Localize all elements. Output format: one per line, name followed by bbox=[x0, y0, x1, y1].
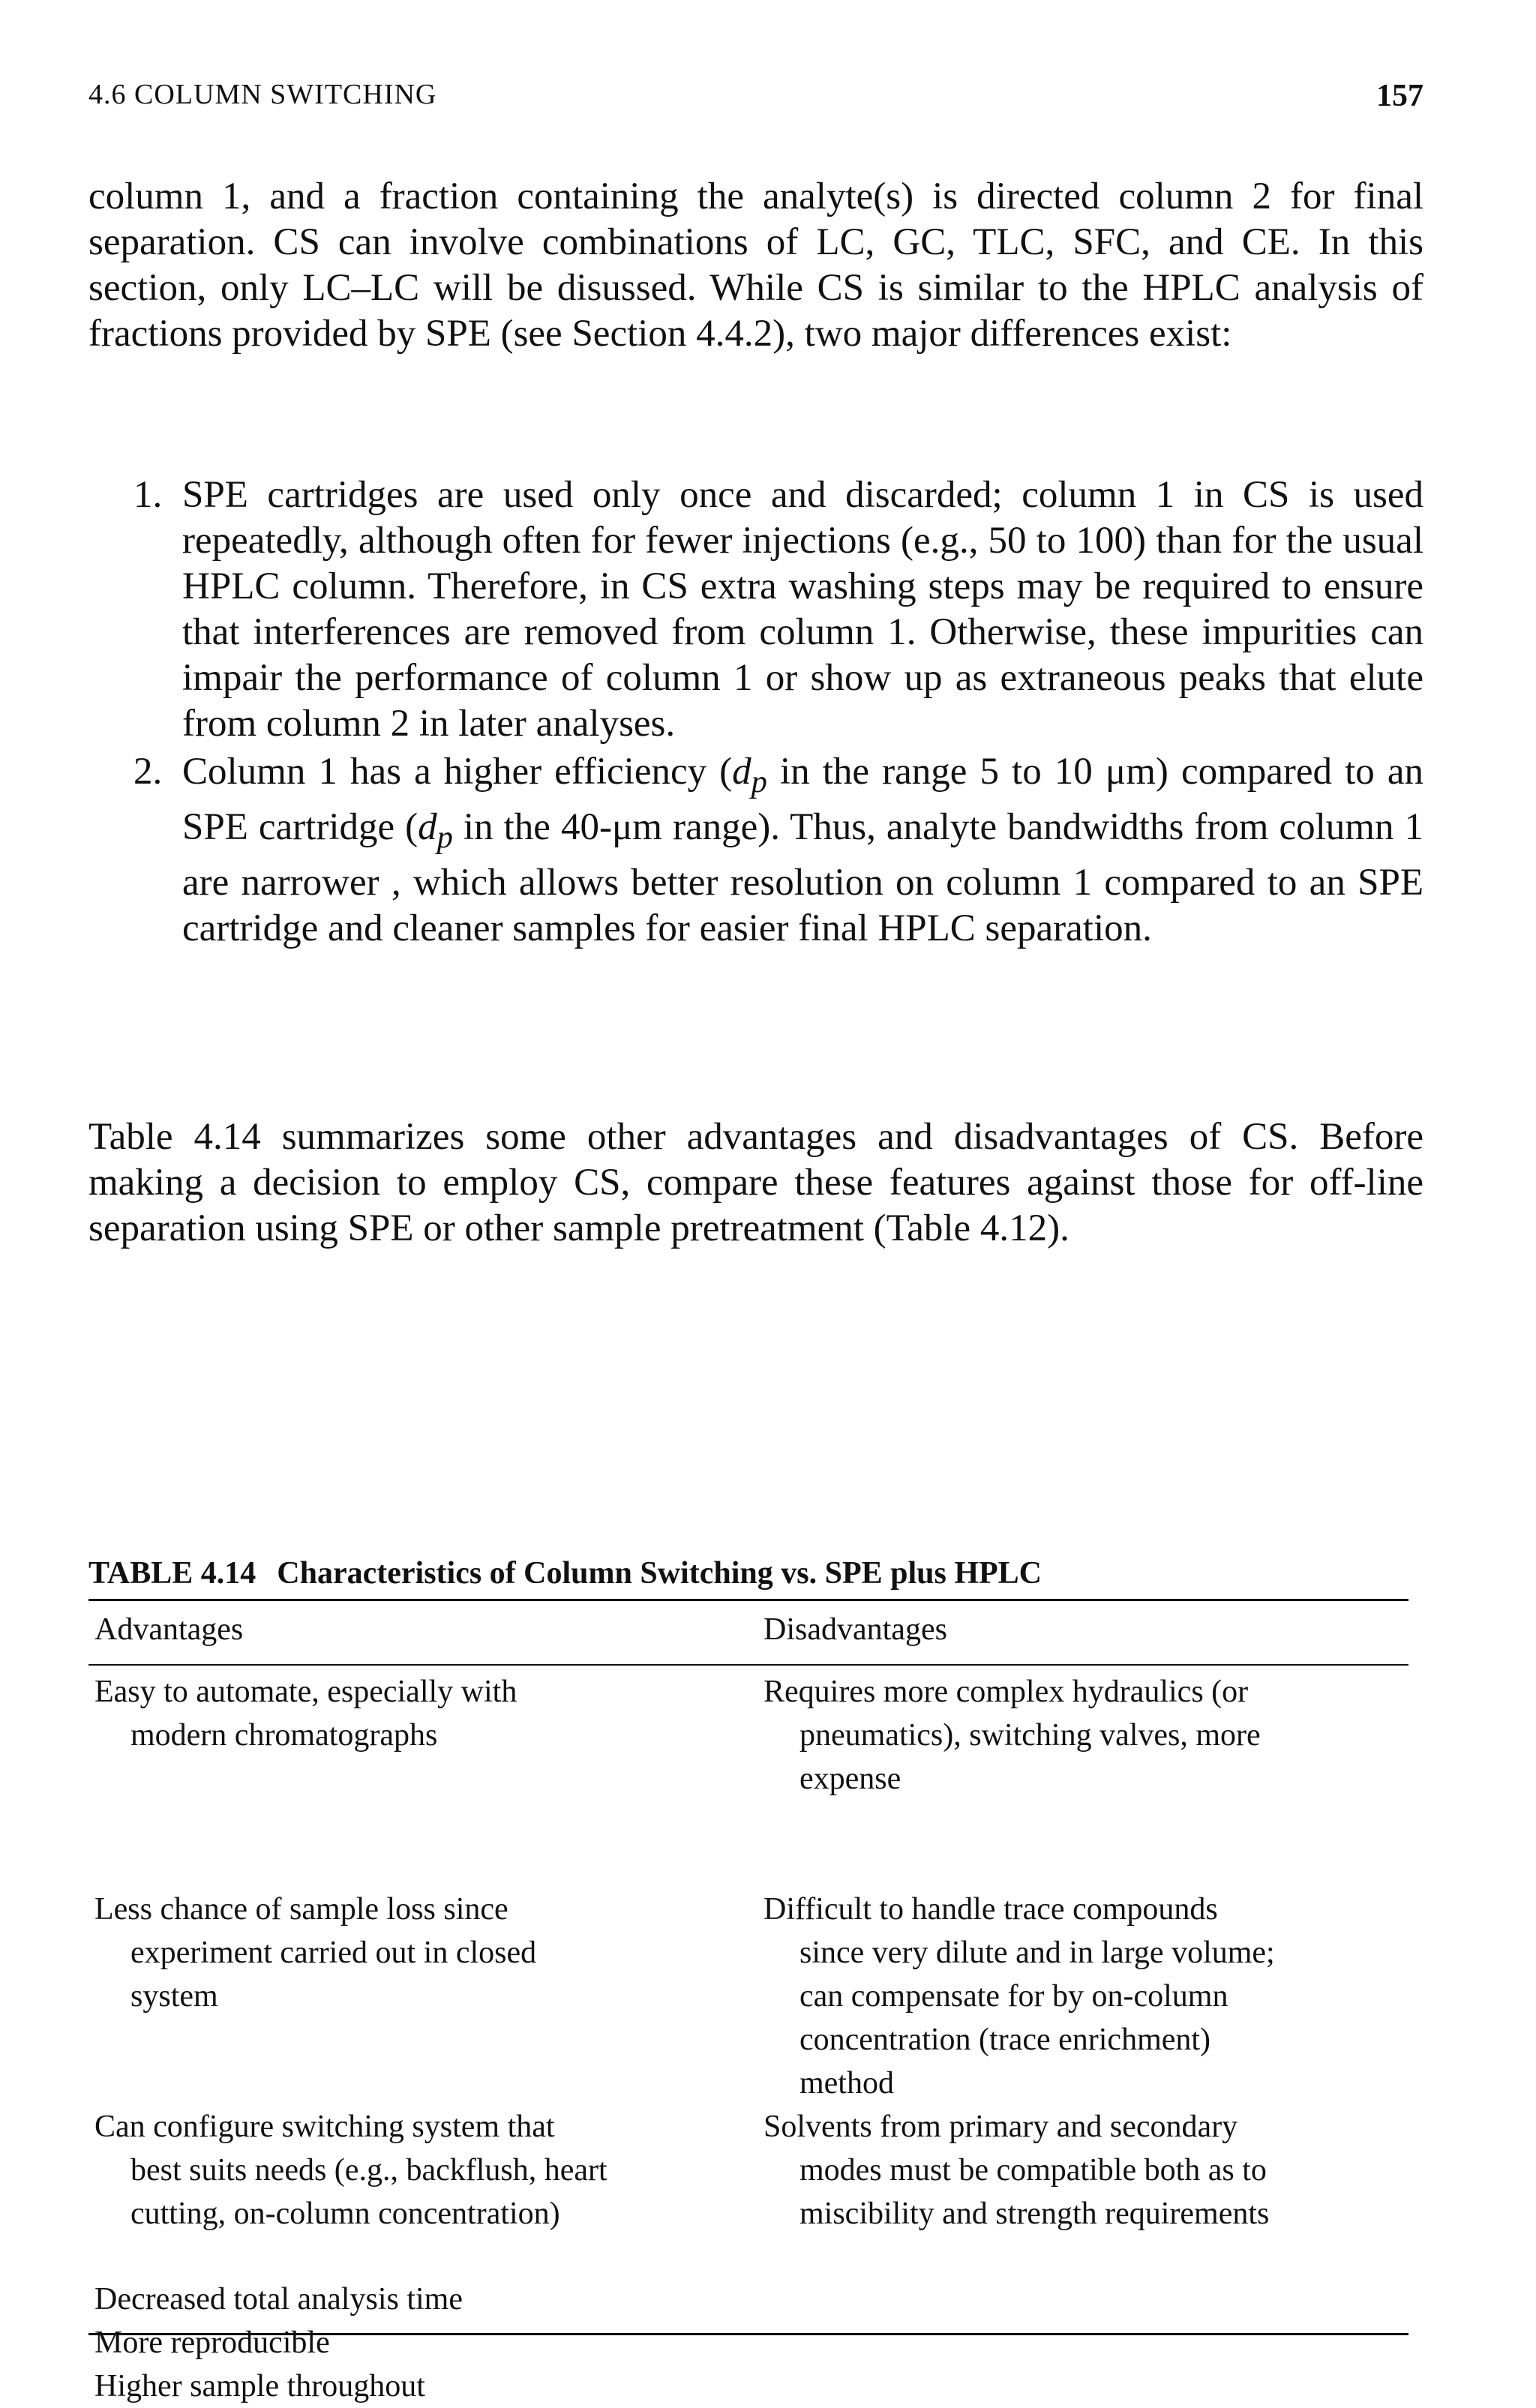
dp-sub-2: p bbox=[436, 820, 453, 856]
dp-d-2: d bbox=[418, 806, 437, 849]
disadvantage-cell bbox=[764, 1670, 1378, 1801]
table-4-14 bbox=[88, 1552, 1408, 2404]
table-caption bbox=[88, 1552, 1408, 1599]
section-title: 4.6 COLUMN SWITCHING bbox=[88, 79, 437, 110]
advantage-cell-line: system bbox=[130, 1979, 218, 2014]
disadvantage-cell-line: Requires more complex hydraulics (or bbox=[764, 1675, 1249, 1709]
disadvantage-cell-line: Difficult to handle trace compounds bbox=[764, 1892, 1218, 1927]
running-head bbox=[88, 78, 1424, 123]
advantage-cell-line: cutting, on-column concentration) bbox=[130, 2197, 560, 2231]
header-disadvantages: Disadvantages bbox=[764, 1612, 947, 1647]
disadvantage-cell-line: concentration (trace enrichment) bbox=[800, 2023, 1211, 2057]
list-text-2-part-a: Column 1 has a higher efficiency ( bbox=[182, 751, 733, 793]
table-label: TABLE 4.14 bbox=[88, 1556, 256, 1591]
dp-sub-1: p bbox=[751, 764, 767, 800]
advantage-cell-line: Can configure switching system that bbox=[94, 2110, 555, 2144]
advantage-cell-line: Higher sample throughout bbox=[94, 2369, 425, 2404]
differences-list bbox=[88, 472, 1424, 952]
list-text-2-part-b: in the range 5 to 10 μm) compared to an SPE cartridge ( bbox=[182, 751, 1424, 849]
advantage-cell-line: modern chromatographs bbox=[130, 1718, 438, 1753]
paragraph-intro-text: column 1, and a fraction containing the analyte(s) is directed column 2 for final separation. CS can involve combinations of LC, GC, TLC, SFC, and CE. In this section, only LC–LC will be disussed. While CS is similar to the HPLC analysis of fractions provided by SPE (see Section 4.4.2), two major differences exist: bbox=[88, 175, 1424, 355]
disadvantage-cell-line: can compensate for by on-column bbox=[800, 1979, 1228, 2014]
advantage-cell-line: More reproducible bbox=[94, 2326, 330, 2360]
disadvantage-cell bbox=[764, 1888, 1378, 2105]
table-title: Characteristics of Column Switching vs. SPE plus HPLC bbox=[277, 1556, 1042, 1591]
page-number: 157 bbox=[1376, 79, 1424, 113]
list-item-2 bbox=[88, 749, 1424, 952]
advantage-cell-line: Easy to automate, especially with bbox=[94, 1675, 518, 1709]
list-item-1 bbox=[88, 472, 1424, 747]
disadvantage-cell-line: since very dilute and in large volume; bbox=[800, 1936, 1275, 1970]
paragraph-intro bbox=[88, 174, 1424, 357]
list-number-2: 2. bbox=[134, 751, 163, 793]
advantage-cell bbox=[94, 2105, 710, 2236]
disadvantage-cell-line: pneumatics), switching valves, more bbox=[800, 1718, 1261, 1753]
dp-d-1: d bbox=[732, 751, 752, 793]
list-text-2 bbox=[182, 749, 1424, 952]
paragraph-table-intro bbox=[88, 1114, 1424, 1252]
advantage-cell bbox=[94, 1670, 710, 1757]
disadvantage-cell-line: Solvents from primary and secondary bbox=[764, 2110, 1238, 2144]
advantage-cell bbox=[94, 1888, 710, 2018]
disadvantage-cell-line: method bbox=[800, 2066, 894, 2101]
table-header-row bbox=[88, 1601, 1408, 1664]
dp-symbol-2 bbox=[418, 806, 453, 856]
disadvantage-cell-line: modes must be compatible both as to bbox=[800, 2153, 1267, 2188]
advantage-cell-line: Decreased total analysis time bbox=[94, 2282, 463, 2317]
list-text-2-part-c: in the 40-μm range). Thus, analyte bandwidths from column 1 are narrower , which allows better resolution on column 1 compared to an SPE cartridge and cleaner samples for easier final HPLC separation. bbox=[182, 806, 1424, 950]
disadvantage-cell-line: miscibility and strength requirements bbox=[800, 2197, 1270, 2231]
table-body bbox=[88, 1666, 1408, 2404]
disadvantage-cell-line: expense bbox=[800, 1762, 902, 1796]
advantage-cell-line: Less chance of sample loss since bbox=[94, 1892, 508, 1927]
dp-symbol-1 bbox=[732, 751, 767, 800]
paragraph-table-intro-text: Table 4.14 summarizes some other advantages and disadvantages of CS. Before making a decision to employ CS, compare these features against those for off-line separation using SPE or other sample pretreatment (Table 4.12). bbox=[88, 1116, 1424, 1249]
advantage-cell bbox=[94, 2321, 710, 2365]
advantage-cell-line: best suits needs (e.g., backflush, heart bbox=[130, 2153, 608, 2188]
advantage-cell bbox=[94, 2365, 710, 2408]
advantage-cell-line: experiment carried out in closed bbox=[130, 1936, 537, 1970]
list-number-1: 1. bbox=[134, 474, 163, 516]
list-text-1: SPE cartridges are used only once and discarded; column 1 in CS is used repeatedly, although often for fewer injections (e.g., 50 to 100) than for the usual HPLC column. Therefore, in CS extra washing steps may be required to ensure that interferences are removed from column 1. Otherwise, these impurities can impair the performance of column 1 or show up as extraneous peaks that elute from column 2 in later analyses. bbox=[182, 474, 1424, 745]
header-advantages: Advantages bbox=[94, 1612, 244, 1647]
disadvantage-cell bbox=[764, 2105, 1378, 2236]
advantage-cell bbox=[94, 2278, 710, 2321]
